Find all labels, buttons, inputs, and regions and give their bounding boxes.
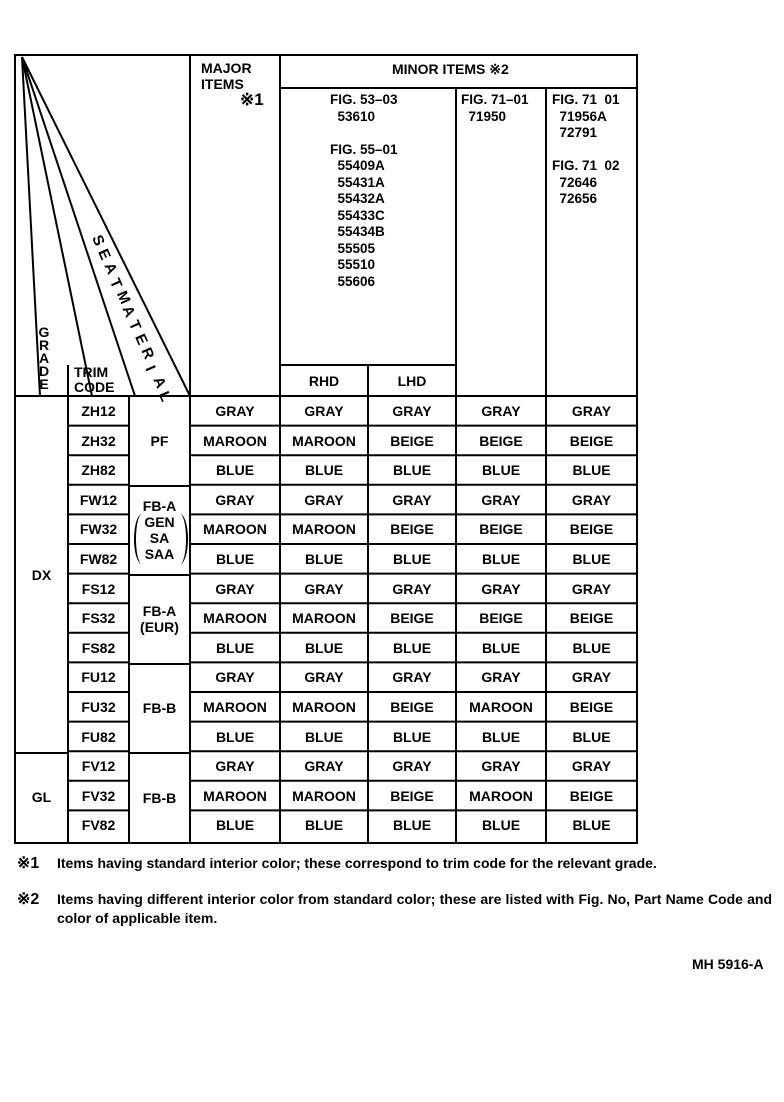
rhd-color-cell: GRAY: [304, 758, 344, 775]
fig71-01-color-cell: BLUE: [481, 639, 521, 656]
major-color-cell: MAROON: [203, 787, 267, 804]
seat-material-letter: E: [94, 246, 114, 263]
lhd-color-cell: GRAY: [392, 403, 432, 419]
lhd-color-cell: BLUE: [392, 817, 432, 834]
rhd-color-cell: MAROON: [292, 699, 356, 715]
grade-header-letter: D: [38, 363, 50, 379]
fig-column-71-01-02: FIG. 71 01 71956A 72791 FIG. 71 02 72646 72656: [552, 92, 620, 206]
seat-group-fb-b-dx: FB-B: [142, 700, 177, 716]
fig71-02-color-cell: GRAY: [571, 491, 612, 508]
major-color-cell: MAROON: [203, 432, 267, 449]
rhd-color-cell: MAROON: [292, 432, 356, 449]
fig71-02-color-cell: GRAY: [571, 669, 612, 686]
lhd-color-cell: BEIGE: [390, 521, 434, 538]
seat-group-fb-a-gen: FB-A GEN SA SAA: [142, 498, 177, 562]
major-color-cell: GRAY: [215, 403, 255, 419]
rhd-color-cell: GRAY: [304, 580, 344, 597]
major-color-cell: BLUE: [215, 462, 255, 479]
rhd-color-cell: BLUE: [304, 551, 344, 567]
fig71-02-color-cell: BEIGE: [569, 521, 614, 538]
lhd-color-cell: BLUE: [392, 639, 432, 656]
lhd-color-cell: BLUE: [392, 551, 432, 567]
trim-code-cell: ZH12: [81, 403, 116, 419]
seat-group-paren-right: [172, 514, 188, 564]
grade-dx: DX: [31, 567, 52, 583]
fig71-01-color-cell: BEIGE: [479, 610, 523, 627]
fig71-02-color-cell: BEIGE: [569, 610, 614, 627]
trim-code-cell: FW12: [79, 491, 118, 508]
minor-items-header: MINOR ITEMS ※2: [392, 61, 509, 77]
note-2-text: Items having different interior color from standard color; these are listed with Fig. No, Part Name Code and color of applicable item.: [57, 891, 772, 926]
fig71-01-color-cell: BLUE: [481, 817, 521, 834]
fig-column-53-55: FIG. 53–03 53610 FIG. 55–01 55409A 55431A 55432A 55433C 55434B 55505 55510 55606: [330, 92, 398, 289]
seat-group-fb-b-gl: FB-B: [142, 790, 177, 806]
fig71-01-color-cell: BEIGE: [479, 521, 523, 538]
seat-group-paren-left: [134, 514, 150, 564]
seat-material-letter: M: [113, 288, 134, 307]
rhd-color-cell: BLUE: [304, 639, 344, 656]
trim-code-cell: FU12: [81, 669, 116, 686]
rhd-color-cell: GRAY: [304, 491, 344, 508]
fig71-01-color-cell: GRAY: [481, 491, 521, 508]
seat-material-letter: I: [141, 362, 159, 374]
major-color-cell: BLUE: [215, 817, 255, 834]
major-items-header: MAJOR ITEMS: [201, 60, 252, 92]
rhd-color-cell: BLUE: [304, 817, 344, 834]
seat-material-letter: S: [88, 232, 108, 249]
major-items-mark: ※1: [240, 90, 264, 109]
lhd-color-cell: BLUE: [392, 728, 432, 745]
rhd-color-cell: MAROON: [292, 521, 356, 538]
note-2: [17, 890, 777, 934]
note-1-text: Items having standard interior color; these correspond to trim code for the relevant grade.: [57, 855, 657, 871]
trim-code-cell: FV32: [81, 787, 116, 804]
lhd-color-cell: BLUE: [392, 462, 432, 479]
lhd-color-cell: GRAY: [392, 580, 432, 597]
seat-material-letter: L: [154, 388, 175, 405]
fig71-01-color-cell: MAROON: [469, 699, 533, 715]
trim-code-cell: FS82: [81, 639, 116, 656]
fig-column-71-01: FIG. 71–01 71950: [461, 92, 529, 124]
fig71-02-color-cell: BEIGE: [569, 432, 614, 449]
rhd-color-cell: GRAY: [304, 669, 344, 686]
trim-code-cell: FV12: [81, 758, 116, 775]
rhd-color-cell: MAROON: [292, 787, 356, 804]
trim-code-cell: FU82: [81, 728, 116, 745]
lhd-color-cell: GRAY: [392, 758, 432, 775]
fig71-01-color-cell: MAROON: [469, 787, 533, 804]
seat-material-letter: A: [149, 373, 170, 391]
trim-code-cell: FS12: [81, 580, 116, 597]
major-color-cell: BLUE: [215, 728, 255, 745]
fig71-02-color-cell: BEIGE: [569, 699, 614, 715]
fig71-02-color-cell: BEIGE: [569, 787, 614, 804]
seat-material-letter: A: [118, 302, 139, 320]
lhd-color-cell: GRAY: [392, 491, 432, 508]
fig71-01-color-cell: GRAY: [481, 758, 521, 775]
fig71-01-color-cell: BLUE: [481, 728, 521, 745]
seat-material-letter: E: [130, 331, 151, 348]
trim-code-cell: FS32: [81, 610, 116, 627]
grade-header-letter: R: [38, 337, 50, 353]
drawing-number: MH 5916-A: [692, 956, 764, 972]
trim-code-cell: FW32: [79, 521, 118, 538]
rhd-color-cell: BLUE: [304, 728, 344, 745]
seat-material-letter: R: [137, 345, 158, 363]
major-color-cell: BLUE: [215, 551, 255, 567]
note-1-mark: ※1: [17, 855, 40, 872]
trim-code-cell: FV82: [81, 817, 116, 834]
rhd-color-cell: GRAY: [304, 403, 344, 419]
lhd-color-cell: BEIGE: [390, 787, 434, 804]
fig71-02-color-cell: BLUE: [572, 462, 611, 479]
note-1: [17, 854, 777, 876]
fig71-02-color-cell: BLUE: [572, 817, 611, 834]
grade-header-letter: G: [38, 324, 50, 340]
major-color-cell: GRAY: [215, 580, 255, 597]
trim-code-cell: ZH32: [81, 432, 116, 449]
fig71-01-color-cell: BLUE: [481, 551, 521, 567]
seat-material-letter: A: [100, 260, 121, 278]
major-color-cell: BLUE: [215, 639, 255, 656]
rhd-color-cell: BLUE: [304, 462, 344, 479]
fig71-02-color-cell: BLUE: [572, 639, 611, 656]
fig71-01-color-cell: GRAY: [481, 580, 521, 597]
grade-header-letter: E: [39, 376, 49, 392]
lhd-color-cell: BEIGE: [390, 432, 434, 449]
seat-group-pf: PF: [150, 433, 169, 449]
grade-header: [34, 326, 54, 391]
seat-group-fb-a-eur: FB-A (EUR): [140, 603, 179, 635]
fig71-01-color-cell: BEIGE: [479, 432, 523, 449]
fig71-01-color-cell: BLUE: [481, 462, 521, 479]
trim-code-cell: FW82: [79, 551, 118, 567]
fig71-02-color-cell: BLUE: [572, 728, 611, 745]
rhd-color-cell: MAROON: [292, 610, 356, 627]
grade-header-letter: A: [38, 350, 50, 366]
grade-gl: GL: [31, 789, 52, 805]
major-color-cell: GRAY: [215, 758, 255, 775]
seat-material-letter: T: [106, 275, 126, 291]
note-2-mark: ※2: [17, 891, 40, 908]
major-color-cell: GRAY: [215, 669, 255, 686]
lhd-color-cell: GRAY: [392, 669, 432, 686]
fig71-01-color-cell: GRAY: [481, 669, 521, 686]
lhd-header: LHD: [397, 373, 427, 389]
major-color-cell: MAROON: [203, 521, 267, 538]
trim-code-cell: FU32: [81, 699, 116, 715]
fig71-01-color-cell: GRAY: [481, 403, 521, 419]
major-color-cell: GRAY: [215, 491, 255, 508]
fig71-02-color-cell: BLUE: [572, 551, 611, 567]
fig71-02-color-cell: GRAY: [571, 580, 612, 597]
fig71-02-color-cell: GRAY: [571, 403, 612, 419]
trim-code-cell: ZH82: [81, 462, 116, 479]
trim-code-header: TRIM CODE: [74, 364, 115, 395]
seat-material-letter: T: [124, 317, 144, 334]
major-color-cell: MAROON: [203, 610, 267, 627]
major-color-cell: MAROON: [203, 699, 267, 715]
rhd-header: RHD: [308, 373, 340, 389]
fig71-02-color-cell: GRAY: [571, 758, 612, 775]
lhd-color-cell: BEIGE: [390, 610, 434, 627]
lhd-color-cell: BEIGE: [390, 699, 434, 715]
